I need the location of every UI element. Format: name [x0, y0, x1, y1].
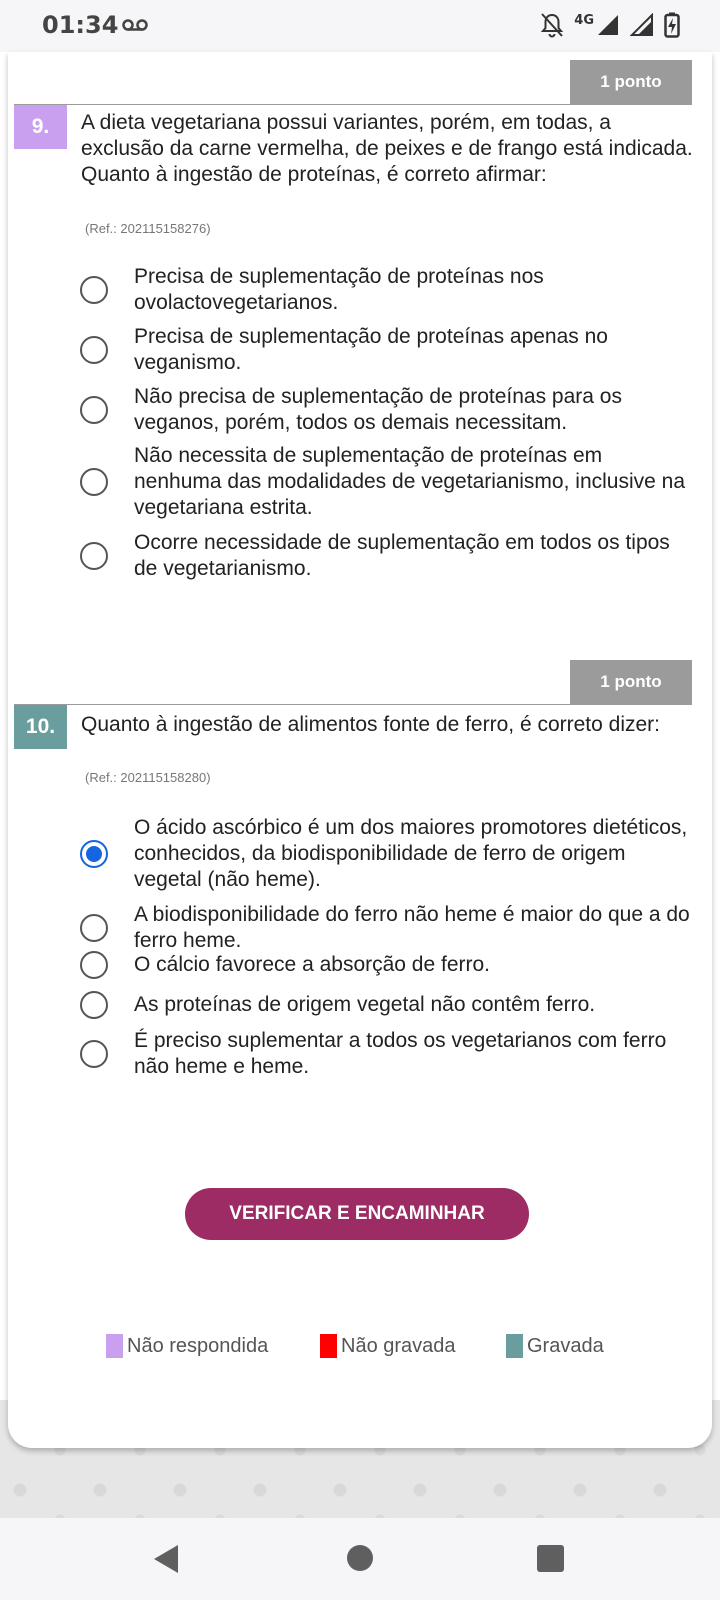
radio-button[interactable]: [80, 336, 108, 364]
option-label: É preciso suplementar a todos os vegetarianos com ferro não heme e heme.: [134, 1029, 667, 1078]
answer-option[interactable]: [80, 1028, 700, 1080]
option-label: Precisa de suplementação de proteínas nos ovolactovegetarianos.: [134, 265, 544, 314]
legend-label: Gravada: [527, 1334, 604, 1357]
radio-button[interactable]: [80, 276, 108, 304]
answer-option[interactable]: [80, 815, 700, 893]
answer-option[interactable]: [80, 530, 700, 582]
radio-button[interactable]: [80, 991, 108, 1019]
answer-option[interactable]: [80, 902, 700, 954]
voicemail-icon: [122, 18, 148, 32]
option-label: Precisa de suplementação de proteínas apenas no veganismo.: [134, 325, 608, 374]
question-number: 9.: [14, 105, 67, 149]
home-icon[interactable]: [347, 1545, 373, 1571]
option-label: Ocorre necessidade de suplementação em todos os tipos de vegetarianismo.: [134, 531, 670, 580]
quiz-card: [8, 52, 712, 1448]
answer-option[interactable]: [80, 951, 700, 979]
question-ref: (Ref.: 202115158276): [85, 221, 211, 236]
legend-label: Não respondida: [127, 1334, 269, 1357]
option-label: As proteínas de origem vegetal não contêm ferro.: [134, 993, 596, 1016]
signal-icon: [596, 13, 620, 37]
radio-button[interactable]: [80, 542, 108, 570]
legend-item-not-saved: [320, 1334, 456, 1358]
back-icon[interactable]: [152, 1543, 180, 1575]
navigation-bar: [0, 1518, 720, 1600]
answer-option[interactable]: [80, 443, 700, 521]
option-label: A biodisponibilidade do ferro não heme é maior do que a do ferro heme.: [134, 903, 690, 952]
legend-label: Não gravada: [341, 1334, 456, 1357]
answer-option[interactable]: [80, 324, 700, 376]
legend-item-unanswered: [106, 1334, 268, 1358]
option-label: O cálcio favorece a absorção de ferro.: [134, 953, 491, 976]
radio-button[interactable]: [80, 951, 108, 979]
option-label: Não necessita de suplementação de proteínas em nenhuma das modalidades de vegetarianismo, inclusive na vegetariana estrita.: [134, 444, 686, 519]
option-label: O ácido ascórbico é um dos maiores promotores dietéticos, conhecidos, da biodisponibilidade de ferro de origem vegetal (não heme).: [134, 816, 688, 891]
recents-icon[interactable]: [537, 1545, 564, 1572]
points-badge: 1 ponto: [570, 60, 692, 104]
option-label: Não precisa de suplementação de proteínas para os veganos, porém, todos os demais necessitam.: [134, 385, 622, 434]
legend-swatch: [106, 1334, 123, 1358]
question-number: 10.: [14, 705, 67, 749]
battery-charging-icon: [664, 12, 680, 38]
legend-swatch: [320, 1334, 337, 1358]
question-text: Quanto à ingestão de alimentos fonte de ferro, é correto dizer:: [81, 713, 661, 736]
points-badge: 1 ponto: [570, 660, 692, 704]
radio-button[interactable]: [80, 914, 108, 942]
radio-button[interactable]: [80, 468, 108, 496]
signal-icon: [630, 13, 654, 37]
question-text: A dieta vegetariana possui variantes, porém, em todas, a exclusão da carne vermelha, de peixes e de frango está indicada. Quanto à ingestão de proteínas, é correto afirmar:: [81, 111, 693, 186]
status-time: 01:34: [42, 11, 119, 39]
question-ref: (Ref.: 202115158280): [85, 770, 211, 785]
question-divider: [14, 104, 692, 105]
status-legend: [8, 1334, 712, 1364]
legend-swatch: [506, 1334, 523, 1358]
radio-button-selected[interactable]: [80, 840, 108, 868]
radio-button[interactable]: [80, 396, 108, 424]
bell-off-icon: [540, 12, 564, 38]
network-type: 4G: [574, 12, 594, 28]
answer-option[interactable]: [80, 264, 700, 316]
answer-option[interactable]: [80, 384, 700, 436]
legend-item-saved: [506, 1334, 604, 1358]
radio-button[interactable]: [80, 1040, 108, 1068]
answer-option[interactable]: [80, 991, 700, 1019]
verify-and-submit-button[interactable]: VERIFICAR E ENCAMINHAR: [185, 1188, 529, 1240]
status-bar: [0, 0, 720, 52]
question-divider: [14, 704, 692, 705]
